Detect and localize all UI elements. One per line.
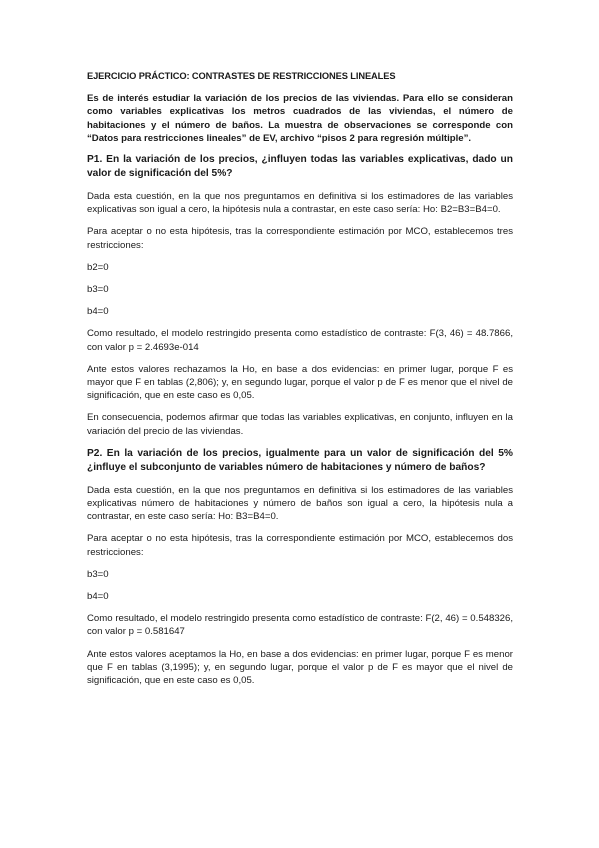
p1-evidence: Ante estos valores rechazamos la Ho, en base a dos evidencias: en primer lugar, porque F es mayor que F en tablas (2,806); y, en segundo lugar, porque el valor p de F es menor que el nivel de significación, que en este caso es 0,05. — [87, 363, 513, 402]
p1-restriction: b4=0 — [87, 306, 109, 318]
p2-restrictions-intro: Para aceptar o no esta hipótesis, tras la correspondiente estimación por MCO, establecemos dos restricciones: — [87, 533, 513, 558]
question-p1: P1. En la variación de los precios, ¿influyen todas las variables explicativas, dado un valor de significación del 5%? — [87, 154, 513, 180]
p1-conclusion: En consecuencia, podemos afirmar que todas las variables explicativas, en conjunto, influyen en la variación del precio de las viviendas. — [87, 412, 513, 437]
p1-restriction: b2=0 — [87, 261, 109, 273]
document-page — [87, 70, 513, 696]
p2-result: Como resultado, el modelo restringido presenta como estadístico de contraste: F(2, 46) = 0.548326, con valor p = 0.581647 — [87, 613, 513, 638]
p2-hypothesis: Dada esta cuestión, en la que nos preguntamos en definitiva si los estimadores de las variables explicativas número de habitaciones y número de baños son igual a cero, la hipótesis nula a contrastar, en este caso sería: Ho: B3=B4=0. — [87, 484, 513, 523]
p2-restriction: b4=0 — [87, 591, 109, 603]
p1-restrictions-intro: Para aceptar o no esta hipótesis, tras la correspondiente estimación por MCO, establecemos tres restricciones: — [87, 226, 513, 251]
question-p2: P2. En la variación de los precios, igualmente para un valor de significación del 5% ¿influye el subconjunto de variables número de habitaciones y número de baños? — [87, 447, 513, 473]
p2-restriction: b3=0 — [87, 568, 109, 580]
document-title: EJERCICIO PRÁCTICO: CONTRASTES DE RESTRICCIONES LINEALES — [87, 71, 396, 81]
p1-restriction: b3=0 — [87, 284, 109, 296]
intro-paragraph: Es de interés estudiar la variación de los precios de las viviendas. Para ello se consideran como variables explicativas los metros cuadrados de las viviendas, el número de habitaciones y el número de baños. La muestra de observaciones se corresponde con “Datos para restricciones lineales” de EV, archivo “pisos 2 para regresión múltiple”. — [87, 93, 513, 144]
p2-evidence: Ante estos valores aceptamos la Ho, en base a dos evidencias: en primer lugar, porque F es menor que F en tablas (3,1995); y, en segundo lugar, porque el valor p de F es mayor que el nivel de significación, que en este caso es 0,05. — [87, 648, 513, 687]
p1-hypothesis: Dada esta cuestión, en la que nos preguntamos en definitiva si los estimadores de las variables explicativas son igual a cero, la hipótesis nula a contrastar, en este caso sería: Ho: B2=B3=B4=0. — [87, 191, 513, 216]
p1-result: Como resultado, el modelo restringido presenta como estadístico de contraste: F(3, 46) = 48.7866, con valor p = 2.4693e-014 — [87, 328, 513, 353]
